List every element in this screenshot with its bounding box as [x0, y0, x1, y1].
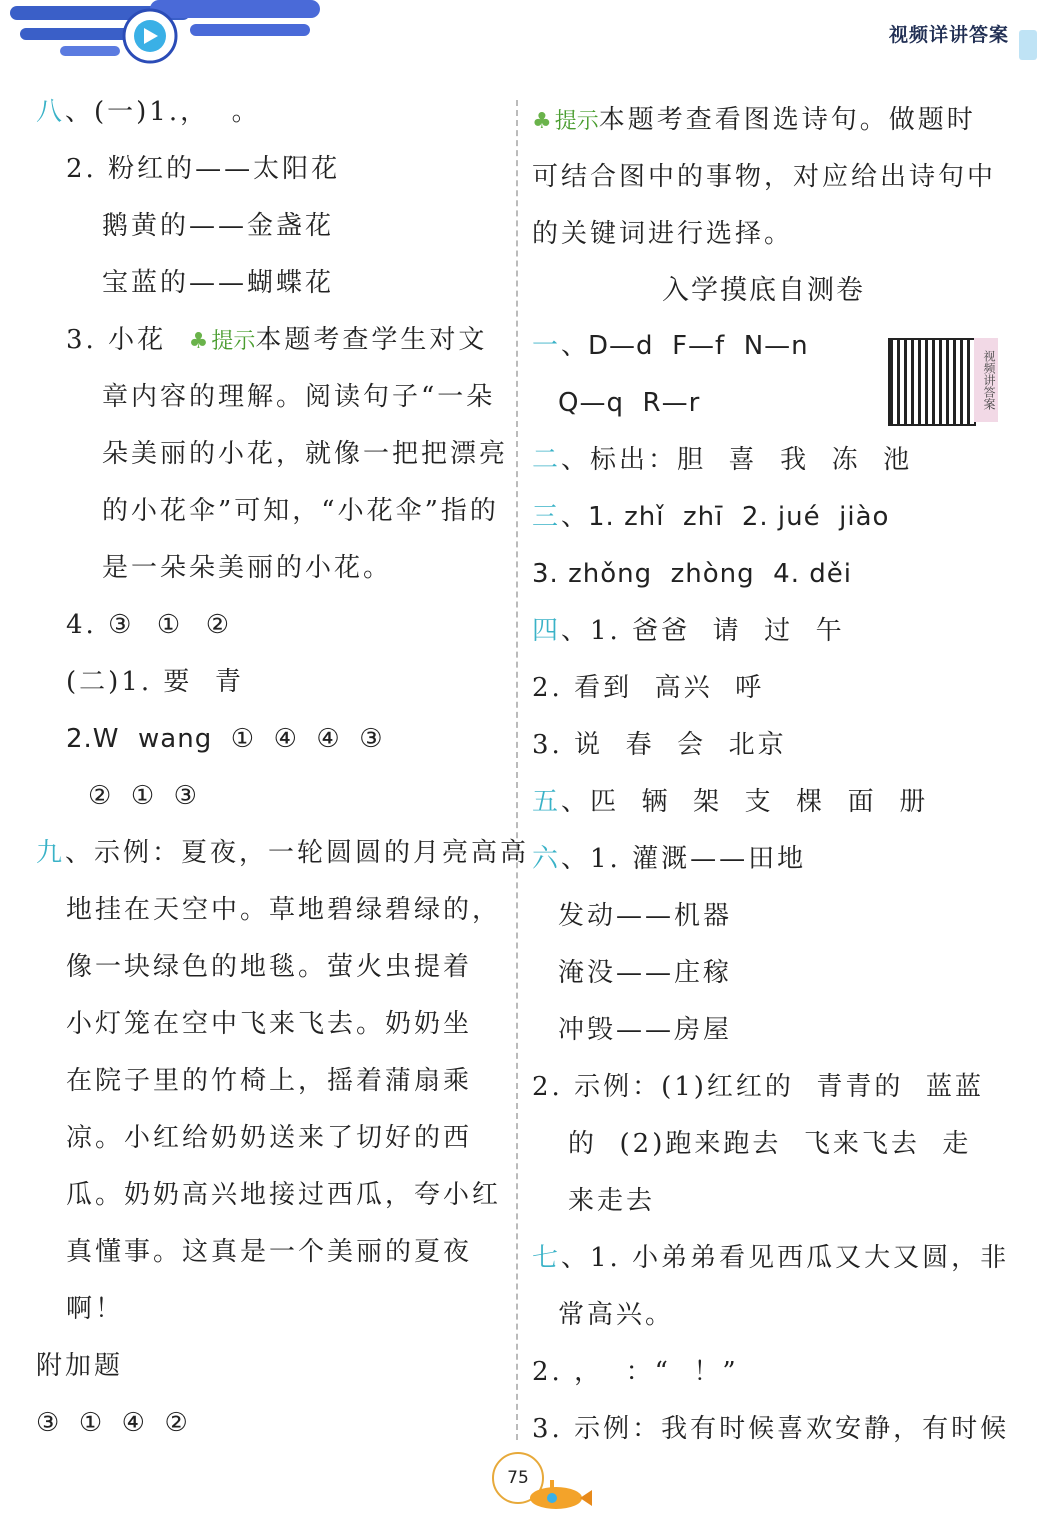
line-text: 、匹 辆 架 支 棵 面 册: [561, 787, 929, 817]
line-text: 2. 粉红的——太阳花: [66, 154, 341, 184]
line-text: 章内容的理解。阅读句子“一朵: [102, 382, 496, 412]
left-line: [88, 776, 198, 816]
line-text: 、1. 灌溉——田地: [561, 844, 807, 874]
line-text: 啊！: [66, 1294, 125, 1324]
left-line: [66, 1289, 124, 1329]
section-number: 七: [532, 1243, 562, 1273]
left-line: [66, 1061, 472, 1101]
section-number: 五: [532, 787, 562, 817]
line-text: 在院子里的竹椅上，摇着蒲扇乘: [66, 1066, 473, 1096]
right-line: [532, 214, 793, 254]
line-text: 朵美丽的小花，就像一把把漂亮: [102, 439, 509, 469]
line-text: 本题考查看图选诗句。做题时: [598, 105, 976, 135]
line-text: 2. ， ：“ ！”: [532, 1357, 739, 1387]
hint-label: 提示: [211, 329, 256, 354]
left-line: [66, 890, 501, 930]
section-number: 二: [532, 445, 562, 475]
line-text: 3. zhǒng zhòng 4. děi: [532, 559, 852, 589]
line-text: 地挂在天空中。草地碧绿碧绿的，: [66, 895, 502, 925]
hint-icon: ♣: [532, 109, 555, 134]
right-line: [532, 157, 996, 197]
right-line: [558, 1010, 732, 1050]
left-line: [66, 662, 244, 702]
line-text: (二)1. 要 青: [66, 667, 244, 697]
line-text: 像一块绿色的地毯。萤火虫提着: [66, 952, 473, 982]
right-line: [568, 1181, 655, 1221]
left-line: [102, 377, 495, 417]
line-text: 的小花伞”可知，“小花伞”指的: [102, 496, 499, 526]
line-text: 、(一)1.， 。: [65, 97, 261, 127]
left-line: [102, 548, 392, 588]
line-text: 宝蓝的——蝴蝶花: [102, 268, 335, 298]
line-text: ③ ① ④ ②: [36, 1408, 189, 1438]
right-line: [558, 383, 700, 423]
submarine-icon: [524, 1472, 594, 1512]
right-line: [568, 1124, 971, 1164]
left-line: [66, 605, 232, 645]
page-number: 75: [492, 1452, 544, 1504]
section-number: 一: [532, 331, 562, 361]
line-text: 淹没——庄稼: [558, 958, 733, 988]
left-line: [102, 491, 499, 531]
hint-label: 提示: [554, 109, 599, 134]
section-number: 九: [36, 838, 66, 868]
right-line: [532, 326, 809, 366]
section-number: 八: [36, 97, 66, 127]
left-line: [66, 320, 487, 362]
line-text: 2.W wang ① ④ ④ ③: [66, 724, 384, 754]
line-text: 附加题: [36, 1351, 124, 1381]
qr-code[interactable]: [888, 338, 976, 426]
right-line: [532, 725, 787, 765]
right-line: [532, 1238, 1009, 1278]
right-line: [532, 782, 928, 822]
line-text: 小灯笼在空中飞来飞去。奶奶坐: [66, 1009, 473, 1039]
right-line: [532, 611, 845, 651]
line-text: Q—q R—r: [558, 388, 701, 418]
line-text: 3. 小花: [66, 325, 189, 355]
qr-label: 视频讲答案: [974, 338, 998, 422]
left-line: [36, 1403, 189, 1443]
line-text: 2. 示例：(1)红红的 青青的 蓝蓝: [532, 1072, 984, 1102]
header-tab: [1019, 30, 1037, 60]
right-line: [532, 497, 889, 537]
line-text: 瓜。奶奶高兴地接过西瓜，夸小红: [66, 1180, 502, 1210]
left-line: [36, 1346, 123, 1386]
right-line: [532, 1352, 739, 1392]
left-line: [102, 263, 334, 303]
header-title: 视频详讲答案: [888, 24, 1009, 46]
line-text: 常高兴。: [558, 1300, 675, 1330]
header-banner: [0, 0, 330, 70]
line-text: 来走去: [568, 1186, 656, 1216]
left-line: [66, 1118, 472, 1158]
right-line: [532, 839, 806, 879]
section-number: 六: [532, 844, 562, 874]
line-text: 凉。小红给奶奶送来了切好的西: [66, 1123, 473, 1153]
line-text: 、标出：胆 喜 我 冻 池: [561, 445, 913, 475]
left-line: [66, 719, 384, 759]
line-text: 、1. 爸爸 请 过 午: [561, 616, 845, 646]
right-line: [532, 1067, 984, 1107]
line-text: 、示例：夏夜，一轮圆圆的月亮高高: [65, 838, 530, 868]
line-text: 2. 看到 高兴 呼: [532, 673, 765, 703]
line-text: 、D—d F—f N—n: [561, 331, 809, 361]
line-text: 的 (2)跑来跑去 飞来飞去 走: [568, 1129, 972, 1159]
test-title: 入学摸底自测卷: [662, 275, 865, 306]
line-text: ② ① ③: [88, 781, 198, 811]
line-text: 真懂事。这真是一个美丽的夏夜: [66, 1237, 473, 1267]
right-line: [532, 668, 764, 708]
right-line: [558, 953, 732, 993]
right-line: [532, 100, 976, 142]
line-text: 可结合图中的事物，对应给出诗句中: [532, 162, 997, 192]
column-divider: [516, 100, 518, 1440]
line-text: 冲毁——房屋: [558, 1015, 733, 1045]
line-text: 3. 说 春 会 北京: [532, 730, 787, 760]
right-line: [532, 554, 852, 594]
line-text: 鹅黄的——金盏花: [102, 211, 335, 241]
left-line: [66, 149, 340, 189]
section-number: 三: [532, 502, 562, 532]
left-line: [66, 1004, 472, 1044]
right-line: [532, 440, 912, 480]
hint-icon: ♣: [188, 329, 212, 354]
left-line: [66, 947, 472, 987]
left-line: [66, 1232, 472, 1272]
line-text: 3. 示例：我有时候喜欢安静，有时候: [532, 1414, 1010, 1444]
line-text: 、1. 小弟弟看见西瓜又大又圆，非: [561, 1243, 1010, 1273]
line-text: 的关键词进行选择。: [532, 219, 794, 249]
right-line: [558, 896, 732, 936]
left-line: [102, 206, 334, 246]
line-text: 是一朵朵美丽的小花。: [102, 553, 393, 583]
left-line: [36, 833, 529, 873]
left-line: [102, 434, 508, 474]
line-text: 本题考查学生对文: [255, 325, 488, 355]
right-line: [558, 1295, 674, 1335]
line-text: 、1. zhǐ zhī 2. jué jiào: [561, 502, 890, 532]
line-text: 4. ③ ① ②: [66, 610, 233, 640]
line-text: 发动——机器: [558, 901, 733, 931]
section-number: 四: [532, 616, 562, 646]
left-line: [66, 1175, 501, 1215]
left-line: [36, 92, 261, 132]
right-line: [532, 1409, 1009, 1449]
